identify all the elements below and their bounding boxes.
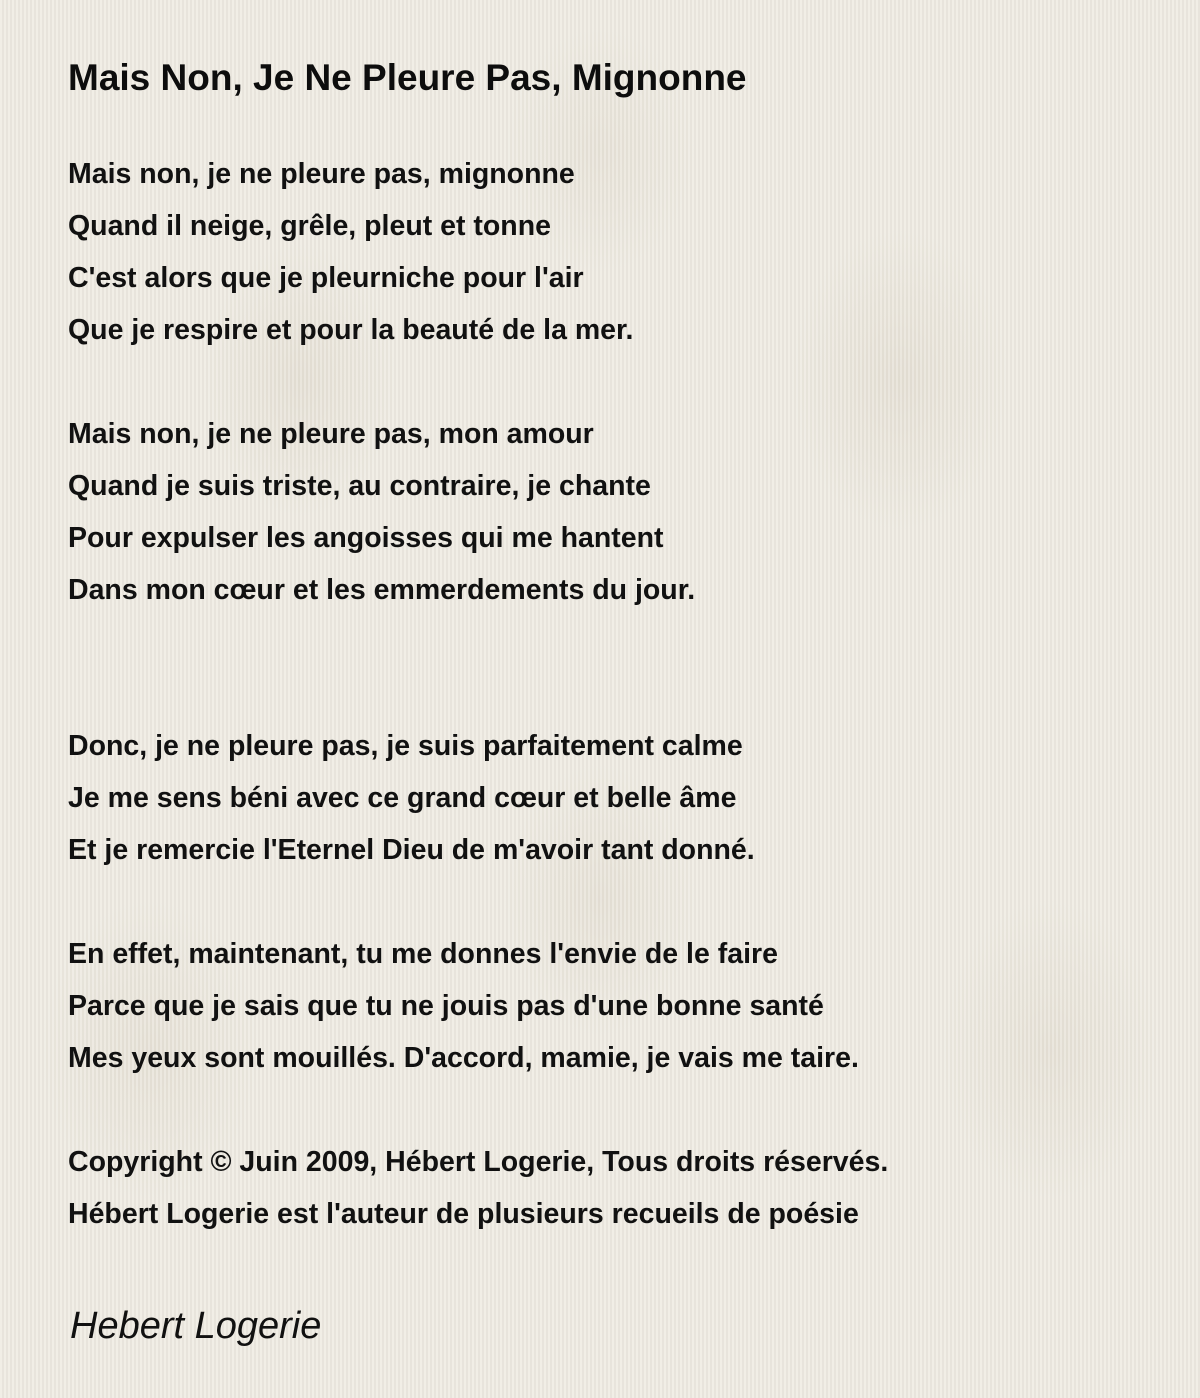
stanza-3 xyxy=(68,720,1168,876)
poem-line: Donc, je ne pleure pas, je suis parfaitement calme xyxy=(68,730,743,762)
stanza-break xyxy=(68,616,1168,720)
poem-line: Et je remercie l'Eternel Dieu de m'avoir tant donné. xyxy=(68,834,755,866)
poem-line: Quand il neige, grêle, pleut et tonne xyxy=(68,210,551,242)
poem-line: Parce que je sais que tu ne jouis pas d'une bonne santé xyxy=(68,990,824,1022)
poem-line: Mes yeux sont mouillés. D'accord, mamie, je vais me taire. xyxy=(68,1042,859,1074)
poem-body xyxy=(68,148,1168,1240)
poem-line: Que je respire et pour la beauté de la mer. xyxy=(68,314,634,346)
poem-line: Pour expulser les angoisses qui me hantent xyxy=(68,522,664,554)
poem-line: Mais non, je ne pleure pas, mon amour xyxy=(68,418,594,450)
poem-line: C'est alors que je pleurniche pour l'air xyxy=(68,262,584,294)
poem-title: Mais Non, Je Ne Pleure Pas, Mignonne xyxy=(68,57,747,98)
stanza-break xyxy=(68,1084,1168,1136)
poem-line: Mais non, je ne pleure pas, mignonne xyxy=(68,158,575,190)
poem-line: En effet, maintenant, tu me donnes l'envie de le faire xyxy=(68,938,778,970)
poem-line: Je me sens béni avec ce grand cœur et belle âme xyxy=(68,782,737,814)
stanza-1 xyxy=(68,148,1168,356)
author-name: Hebert Logerie xyxy=(70,1305,322,1347)
author-note-line: Hébert Logerie est l'auteur de plusieurs recueils de poésie xyxy=(68,1198,859,1230)
stanza-break xyxy=(68,876,1168,928)
copyright-line: Copyright © Juin 2009, Hébert Logerie, Tous droits réservés. xyxy=(68,1146,889,1178)
poem-page xyxy=(68,56,1168,1347)
poem-line: Quand je suis triste, au contraire, je chante xyxy=(68,470,651,502)
stanza-2 xyxy=(68,408,1168,616)
stanza-4 xyxy=(68,928,1168,1084)
copyright-block xyxy=(68,1136,1168,1240)
poem-line: Dans mon cœur et les emmerdements du jour. xyxy=(68,574,696,606)
stanza-break xyxy=(68,356,1168,408)
